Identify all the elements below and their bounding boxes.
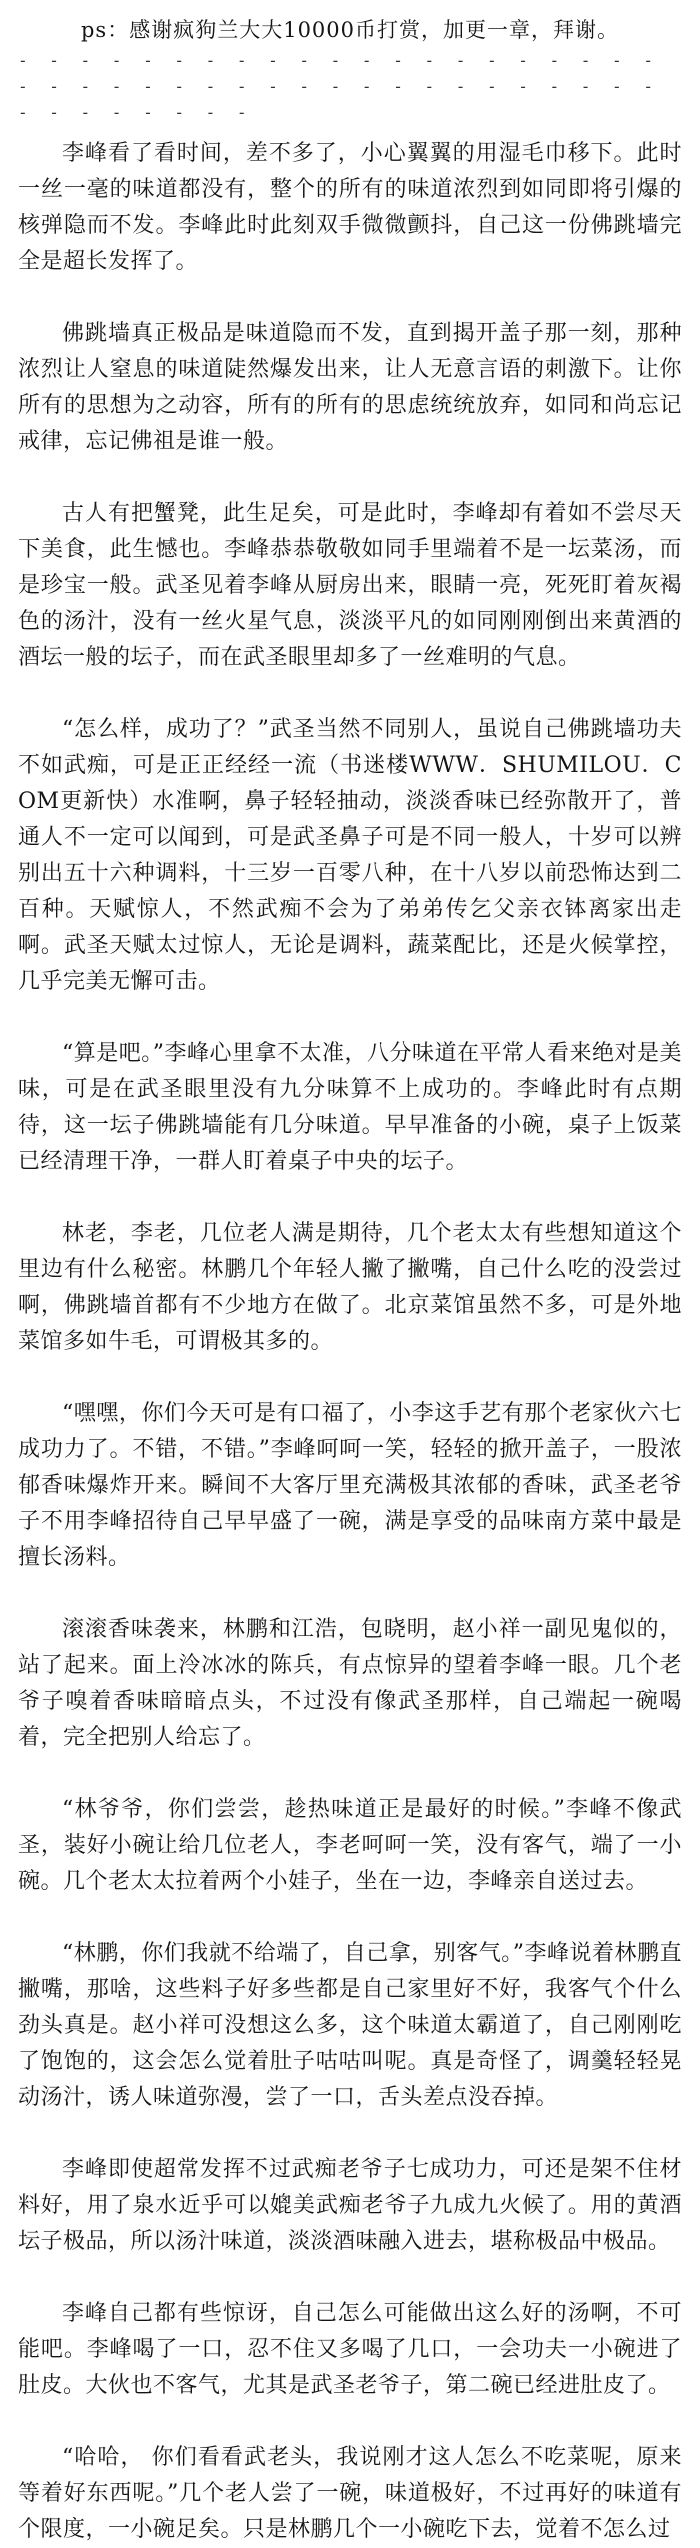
paragraph: “嘿嘿，你们今天可是有口福了，小李这手艺有那个老家伙六七成功力了。不错，不错。”李峰呵呵一笑，轻轻的掀开盖子，一股浓郁香味爆炸开来。瞬间不大客厅里充满极其浓郁的香味，武圣老爷子不用李峰招待自己早早盛了一碗，满是享受的品味南方菜中最是擅长汤料。 [18, 1401, 682, 1570]
paragraph-gap [18, 1180, 682, 1216]
paragraph-gap [18, 1900, 682, 1936]
paragraph-gap [18, 1576, 682, 1612]
paragraph: 李峰看了看时间，差不多了，小心翼翼的用湿毛巾移下。此时一丝一毫的味道都没有，整个的所有的味道浓烈到如同即将引爆的核弹隐而不发。李峰此时此刻双手微微颤抖，自己这一份佛跳墙完全是超长发挥了。 [18, 141, 682, 274]
paragraph-gap [18, 2260, 682, 2296]
paragraph: “怎么样，成功了？”武圣当然不同别人，虽说自己佛跳墙功夫不如武痴，可是正正经经一流（书迷楼WWW．SHUMILOU．COM更新快）水准啊，鼻子轻轻抽动，淡淡香味已经弥散开了，普通人不一定可以闻到，可是武圣鼻子可是不同一般人，十岁可以辨别出五十六种调料，十三岁一百零八种，在十八岁以前恐怖达到二百种。天赋惊人，不然武痴不会为了弟弟传乞父亲衣钵离家出走啊。武圣天赋太过惊人，无论是调料，蔬菜配比，还是火候掌控，几乎完美无懈可击。 [18, 717, 682, 994]
paragraph: “林鹏，你们我就不给端了，自己拿，别客气。”李峰说着林鹏直撇嘴，那啥，这些料子好多些都是自己家里好不好，我客气个什么劲头真是。赵小祥可没想这么多，这个味道太霸道了，自己刚刚吃了饱饱的，这会怎么觉着肚子咕咕叫呢。真是奇怪了，调羹轻轻晃动汤汁，诱人味道弥漫，尝了一口，舌头差点没吞掉。 [18, 1941, 682, 2110]
chapter-body [18, 136, 682, 2548]
paragraph: 古人有把蟹凳，此生足矣，可是此时，李峰却有着如不尝尽天下美食，此生憾也。李峰恭恭敬敬如同手里端着不是一坛菜汤，而是珍宝一般。武圣见着李峰从厨房出来，眼睛一亮，死死盯着灰褐色的汤汁，没有一丝火星气息，淡淡平凡的如同刚刚倒出来黄酒的酒坛一般的坛子，而在武圣眼里却多了一丝难明的气息。 [18, 501, 682, 670]
paragraph: “算是吧。”李峰心里拿不太准，八分味道在平常人看来绝对是美味，可是在武圣眼里没有九分味算不上成功的。李峰此时有点期待，这一坛子佛跳墙能有几分味道。早早准备的小碗，桌子上饭菜已经清理干净，一群人盯着桌子中央的坛子。 [18, 1041, 682, 1174]
paragraph: 李峰即使超常发挥不过武痴老爷子七成功力，可还是架不住材料好，用了泉水近乎可以媲美武痴老爷子九成九火候了。用的黄酒坛子极品，所以汤汁味道，淡淡酒味融入进去，堪称极品中极品。 [18, 2157, 682, 2254]
paragraph-gap [18, 460, 682, 496]
paragraph: 滚滚香味袭来，林鹏和江浩，包晓明，赵小祥一副见鬼似的，站了起来。面上泠冰冰的陈兵，有点惊异的望着李峰一眼。几个老爷子嗅着香味暗暗点头，不过没有像武圣那样，自己端起一碗喝着，完全把别人给忘了。 [18, 1617, 682, 1750]
paragraph-gap [18, 280, 682, 316]
paragraph-gap [18, 1756, 682, 1792]
author-notice: ps：感谢疯狗兰大大10000币打赏，加更一章，拜谢。 [80, 18, 620, 42]
paragraph: “哈哈， 你们看看武老头，我说刚才这人怎么不吃菜呢，原来等着好东西呢。”几个老人尝了一碗，味道极好，不过再好的味道有个限度，一小碗足矣。只是林鹏几个一小碗吃下去，觉着不怎么过 [18, 2445, 682, 2542]
paragraph-gap [18, 2116, 682, 2152]
separator-line: - - - - - - - - - - - - - - - - - - - - - - - - - - - - - - - - - - - - - - - - - - - - - - - - - - [18, 51, 659, 122]
paragraph-gap [18, 1000, 682, 1036]
paragraph: 佛跳墙真正极品是味道隐而不发，直到揭开盖子那一刻，那种浓烈让人窒息的味道陡然爆发出来，让人无意言语的刺激下。让你所有的思想为之动容，所有的所有的思虑统统放弃，如同和尚忘记戒律，忘记佛祖是谁一般。 [18, 321, 682, 454]
paragraph: 林老，李老，几位老人满是期待，几个老太太有些想知道这个里边有什么秘密。林鹏几个年轻人撇了撇嘴，自己什么吃的没尝过啊，佛跳墙首都有不少地方在做了。北京菜馆虽然不多，可是外地菜馆多如牛毛，可谓极其多的。 [18, 1221, 682, 1354]
paragraph: “林爷爷，你们尝尝，趁热味道正是最好的时候。”李峰不像武圣，装好小碗让给几位老人，李老呵呵一笑，没有客气，端了一小碗。几个老太太拉着两个小娃子，坐在一边，李峰亲自送过去。 [18, 1797, 682, 1894]
paragraph: 李峰自己都有些惊讶，自己怎么可能做出这么好的汤啊，不可能吧。李峰喝了一口，忍不住又多喝了几口，一会功夫一小碗进了肚皮。大伙也不客气，尤其是武圣老爷子，第二碗已经进肚皮了。 [18, 2301, 682, 2398]
paragraph-gap [18, 1360, 682, 1396]
paragraph-gap [18, 2404, 682, 2440]
paragraph-gap [18, 676, 682, 712]
